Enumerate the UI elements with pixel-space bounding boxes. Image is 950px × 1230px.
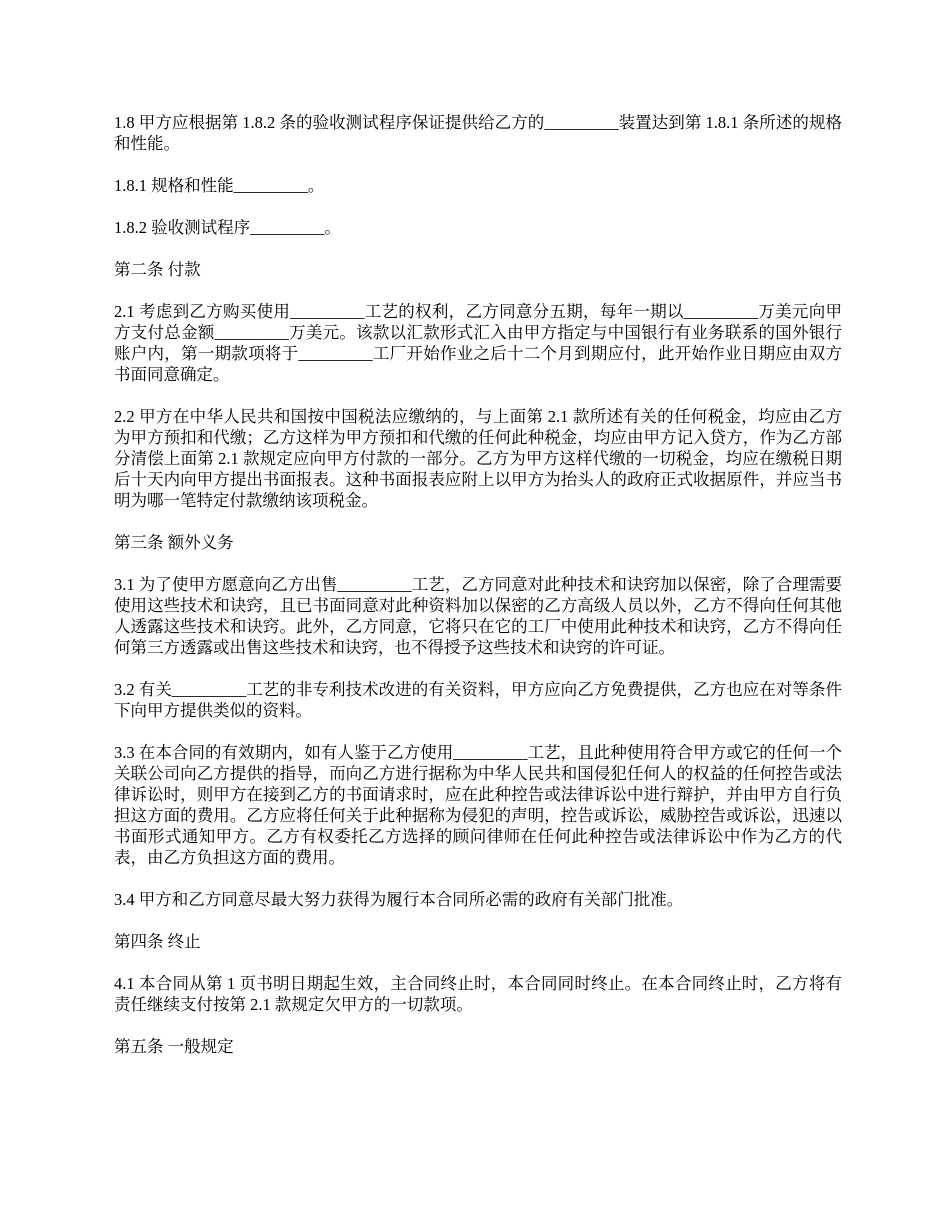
clause-3-4: 3.4 甲方和乙方同意尽最大努力获得为履行本合同所必需的政府有关部门批准。	[114, 890, 684, 909]
document-page	[114, 112, 842, 1078]
clause-4-1: 4.1 本合同从第 1 页书明日期起生效，主合同终止时，本合同同时终止。在本合同终止时，乙方将有责任继续支付按第 2.1 款规定欠甲方的一切款项。	[114, 974, 842, 1014]
clause-3-2: 3.2 有关_________工艺的非专利技术改进的有关资料，甲方应向乙方免费提供，乙方也应在对等条件下向甲方提供类似的资料。	[114, 680, 842, 720]
clause-3-3: 3.3 在本合同的有效期内，如有人鉴于乙方使用_________工艺，且此种使用符合甲方或它的任何一个关联公司向乙方提供的指导，而向乙方进行据称为中华人民共和国侵犯任何人的权益的任何控告或法律诉讼时，则甲方在接到乙方的书面请求时，应在此种控告或法律诉讼中进行辩护，并由甲方自行负担这方面的费用。乙方应将任何关于此种据称为侵犯的声明，控告或诉讼，威胁控告或诉讼，迅速以书面形式通知甲方。乙方有权委托乙方选择的顾问律师在任何此种控告或法律诉讼中作为乙方的代表，由乙方负担这方面的费用。	[114, 743, 842, 867]
article-4-heading: 第四条 终止	[114, 932, 201, 951]
article-2-heading: 第二条 付款	[114, 260, 201, 279]
clause-1-8-2: 1.8.2 验收测试程序_________。	[114, 218, 341, 237]
clause-1-8: 1.8 甲方应根据第 1.8.2 条的验收测试程序保证提供给乙方的_________装置达到第 1.8.1 条所述的规格和性能。	[114, 113, 842, 153]
article-3-heading: 第三条 额外义务	[114, 533, 234, 552]
article-5-heading: 第五条 一般规定	[114, 1037, 234, 1056]
clause-2-1: 2.1 考虑到乙方购买使用_________工艺的权利，乙方同意分五期，每年一期以_________万美元向甲方支付总金额_________万美元。该款以汇款形式汇入由甲方指定与中国银行有业务联系的国外银行账户内，第一期款项将于_________工厂开始作业之后十二个月到期应付，此开始作业日期应由双方书面同意确定。	[114, 302, 842, 384]
clause-2-2: 2.2 甲方在中华人民共和国按中国税法应缴纳的，与上面第 2.1 款所述有关的任何税金，均应由乙方为甲方预扣和代缴；乙方这样为甲方预扣和代缴的任何此种税金，均应由甲方记入贷方，作为乙方部分清偿上面第 2.1 款规定应向甲方付款的一部分。乙方为甲方这样代缴的一切税金，均应在缴税日期后十天内向甲方提出书面报表。这种书面报表应附上以甲方为抬头人的政府正式收据原件，并应当书明为哪一笔特定付款缴纳该项税金。	[114, 407, 842, 510]
clause-3-1: 3.1 为了使甲方愿意向乙方出售_________工艺，乙方同意对此种技术和诀窍加以保密，除了合理需要使用这些技术和诀窍，且已书面同意对此种资料加以保密的乙方高级人员以外，乙方不得向任何其他人透露这些技术和诀窍。此外，乙方同意，它将只在它的工厂中使用此种技术和诀窍，乙方不得向任何第三方透露或出售这些技术和诀窍，也不得授予这些技术和诀窍的许可证。	[114, 575, 842, 657]
clause-1-8-1: 1.8.1 规格和性能_________。	[114, 176, 325, 195]
